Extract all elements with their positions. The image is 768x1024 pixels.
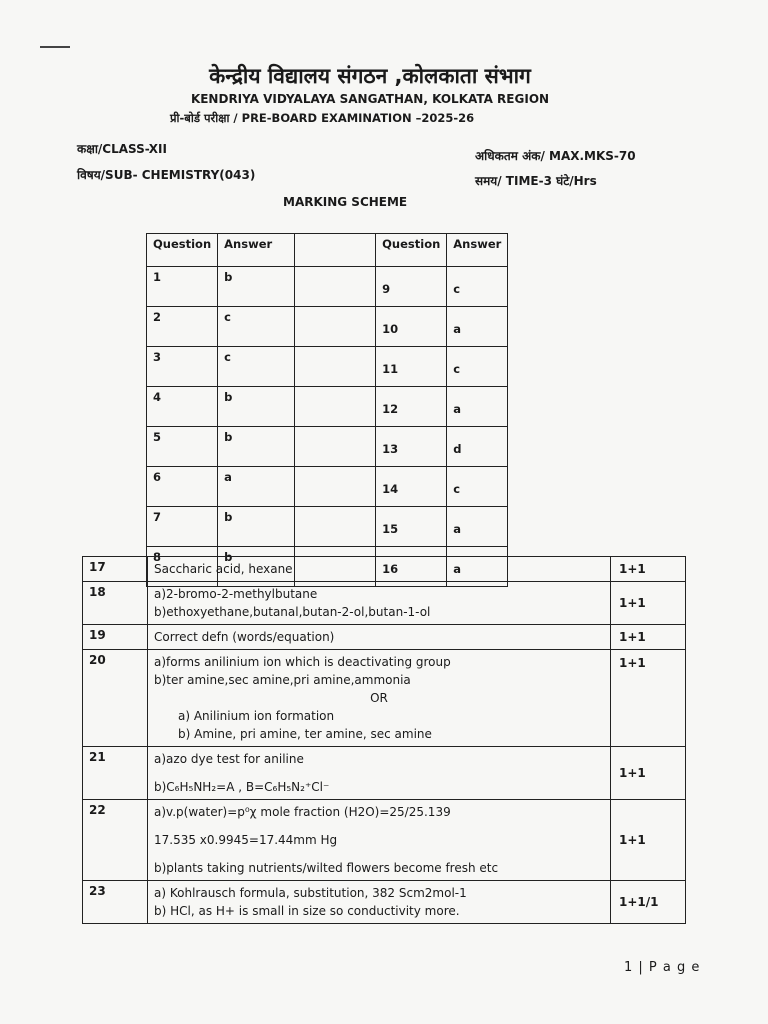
mcq-question-number: 10 [376, 307, 447, 347]
mcq-header-row [147, 234, 508, 267]
marks: 1+1 [611, 557, 686, 582]
answer-line: b) HCl, as H+ is small in size so conductivity more. [154, 904, 460, 918]
mcq-row [147, 467, 508, 507]
question-number: 21 [83, 747, 148, 800]
mcq-row [147, 267, 508, 307]
question-number: 23 [83, 881, 148, 924]
mcq-header-blank [295, 234, 376, 267]
answer-line: Correct defn (words/equation) [154, 630, 335, 644]
answer-line: a)forms anilinium ion which is deactivating group [154, 655, 451, 669]
mcq-answer: a [447, 547, 508, 587]
answer-line: a) Anilinium ion formation [178, 709, 335, 723]
mcq-blank-cell [295, 387, 376, 427]
mcq-blank-cell [295, 347, 376, 387]
scan-mark [40, 46, 70, 48]
mcq-answer: b [218, 427, 295, 467]
answer-line: Saccharic acid, hexane [154, 562, 293, 576]
answer-line: b)ter amine,sec amine,pri amine,ammonia [154, 673, 411, 687]
answer-line: a)2-bromo-2-methylbutane [154, 587, 318, 601]
answer-text [148, 881, 611, 924]
mcq-question-number: 8 [147, 547, 218, 587]
mcq-header-answer: Answer [218, 234, 295, 267]
answer-row [83, 800, 686, 881]
mcq-answer: a [447, 307, 508, 347]
marks: 1+1 [611, 747, 686, 800]
page-number: 1 | P a g e [624, 960, 701, 975]
mcq-question-number: 6 [147, 467, 218, 507]
mcq-answer: b [218, 507, 295, 547]
mcq-header-question: Question [147, 234, 218, 267]
mcq-header-question-2: Question [376, 234, 447, 267]
mcq-answer: c [447, 347, 508, 387]
marks: 1+1/1 [611, 881, 686, 924]
max-marks-label: अधिकतम अंक/ MAX.MKS-70 [475, 149, 636, 163]
answer-line: OR [370, 691, 388, 705]
question-number: 17 [83, 557, 148, 582]
mcq-question-number: 4 [147, 387, 218, 427]
answer-line: b)ethoxyethane,butanal,butan-2-ol,butan-1-ol [154, 605, 431, 619]
marks: 1+1 [611, 650, 686, 747]
answer-text [148, 582, 611, 625]
mcq-answer: c [447, 267, 508, 307]
time-label: समय/ TIME-3 घंटे/Hrs [475, 174, 597, 188]
mcq-question-number: 12 [376, 387, 447, 427]
class-label: कक्षा/CLASS-XII [77, 142, 167, 156]
answer-row [83, 557, 686, 582]
answer-line: b)plants taking nutrients/wilted flowers become fresh etc [154, 861, 499, 875]
answer-text [148, 625, 611, 650]
mcq-row [147, 387, 508, 427]
marks: 1+1 [611, 800, 686, 881]
answer-text [148, 557, 611, 582]
answer-row [83, 747, 686, 800]
mcq-row [147, 507, 508, 547]
mcq-blank-cell [295, 427, 376, 467]
org-title: KENDRIYA VIDYALAYA SANGATHAN, KOLKATA REGION [190, 92, 550, 106]
question-number: 20 [83, 650, 148, 747]
mcq-answer: b [218, 267, 295, 307]
answer-line: a)azo dye test for aniline [154, 752, 304, 766]
mcq-question-number: 5 [147, 427, 218, 467]
mcq-answer: c [218, 307, 295, 347]
answer-line: a)v.p(water)=p⁰χ mole fraction (H2O)=25/25.139 [154, 805, 451, 819]
mcq-question-number: 2 [147, 307, 218, 347]
mcq-blank-cell [295, 507, 376, 547]
mcq-row [147, 307, 508, 347]
mcq-question-number: 1 [147, 267, 218, 307]
mcq-question-number: 15 [376, 507, 447, 547]
mcq-answer: a [447, 387, 508, 427]
mcq-question-number: 11 [376, 347, 447, 387]
answer-row [83, 625, 686, 650]
answer-text [148, 800, 611, 881]
hindi-org-title: केन्द्रीय विद्यालय संगठन ,कोलकाता संभाग [209, 64, 531, 88]
mcq-answer: c [218, 347, 295, 387]
answer-line: 17.535 x0.9945=17.44mm Hg [154, 833, 338, 847]
exam-title: प्री-बोर्ड परीक्षा / PRE-BOARD EXAMINATION –2025-26 [170, 111, 475, 125]
mcq-question-number: 7 [147, 507, 218, 547]
mcq-answer: c [447, 467, 508, 507]
marks: 1+1 [611, 625, 686, 650]
question-number: 19 [83, 625, 148, 650]
question-number: 18 [83, 582, 148, 625]
answer-line: b) Amine, pri amine, ter amine, sec amine [178, 727, 432, 741]
mcq-blank-cell [295, 267, 376, 307]
mcq-blank-cell [295, 307, 376, 347]
mcq-row [147, 347, 508, 387]
answer-row [83, 650, 686, 747]
mcq-answer-table [146, 233, 508, 587]
answer-line: b)C₆H₅NH₂=A , B=C₆H₅N₂⁺Cl⁻ [154, 780, 330, 794]
answer-line: a) Kohlrausch formula, substitution, 382 Scm2mol-1 [154, 886, 467, 900]
mcq-row [147, 427, 508, 467]
long-answer-table [82, 556, 686, 924]
mcq-question-number: 3 [147, 347, 218, 387]
mcq-answer: a [447, 507, 508, 547]
answer-row [83, 582, 686, 625]
answer-text [148, 650, 611, 747]
mcq-question-number: 9 [376, 267, 447, 307]
marking-scheme-title: MARKING SCHEME [283, 195, 408, 209]
answer-text [148, 747, 611, 800]
marks: 1+1 [611, 582, 686, 625]
mcq-answer: a [218, 467, 295, 507]
mcq-blank-cell [295, 467, 376, 507]
mcq-header-answer-2: Answer [447, 234, 508, 267]
mcq-question-number: 16 [376, 547, 447, 587]
subject-label: विषय/SUB- CHEMISTRY(043) [77, 168, 256, 182]
mcq-answer: b [218, 547, 295, 587]
answer-row [83, 881, 686, 924]
mcq-answer: b [218, 387, 295, 427]
mcq-answer: d [447, 427, 508, 467]
mcq-question-number: 13 [376, 427, 447, 467]
question-number: 22 [83, 800, 148, 881]
mcq-question-number: 14 [376, 467, 447, 507]
